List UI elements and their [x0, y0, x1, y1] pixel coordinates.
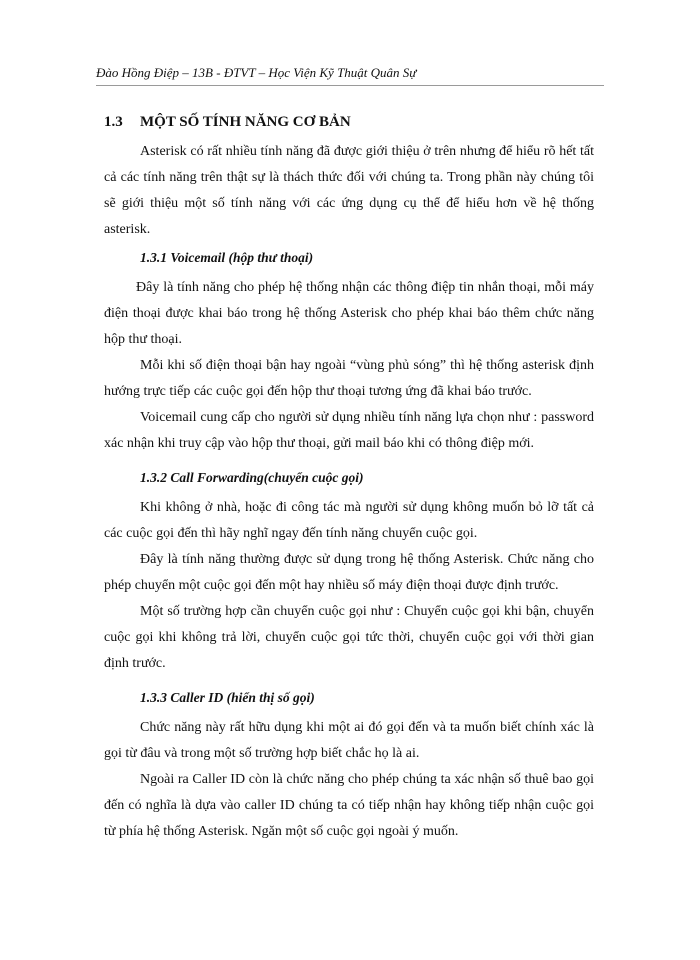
call-forwarding-paragraph-2: Đây là tính năng thường được sử dụng trong hệ thống Asterisk. Chức năng cho phép chuyển một cuộc gọi đến một hay nhiều số máy điện thoại được định trước. — [104, 552, 594, 593]
voicemail-paragraph-3: Voicemail cung cấp cho người sử dụng nhiều tính năng lựa chọn như : password xác nhận khi truy cập vào hộp thư thoại, gửi mail báo khi có thông điệp mới. — [104, 410, 594, 451]
voicemail-paragraph-1: Đây là tính năng cho phép hệ thống nhận các thông điệp tin nhắn thoại, mỗi máy điện thoại được khai báo trong hệ thống Asterisk cho phép khai báo thêm chức năng hộp thư thoại. — [104, 280, 594, 347]
caller-id-paragraph-1: Chức năng này rất hữu dụng khi một ai đó gọi đến và ta muốn biết chính xác là gọi từ đâu và trong một số trường hợp biết chắc họ là ai. — [104, 720, 594, 761]
section-intro-paragraph: Asterisk có rất nhiều tính năng đã được giới thiệu ở trên nhưng để hiểu rõ hết tất cả các tính năng trên thật sự là thách thức đối với chúng ta. Trong phần này chúng tôi sẽ giới thiệu một số tính năng với các ứng dụng cụ thể để hiểu hơn về hệ thống asterisk. — [104, 144, 594, 237]
section-number: 1.3 — [104, 114, 123, 130]
voicemail-paragraph-2: Mỗi khi số điện thoại bận hay ngoài “vùng phủ sóng” thì hệ thống asterisk định hướng trực tiếp các cuộc gọi đến hộp thư thoại tương ứng đã khai báo trước. — [104, 358, 594, 399]
subsection-heading-voicemail: 1.3.1 Voicemail (hộp thư thoại) — [140, 250, 314, 265]
call-forwarding-paragraph-3: Một số trường hợp cần chuyển cuộc gọi như : Chuyển cuộc gọi khi bận, chuyển cuộc gọi khi không trả lời, chuyển cuộc gọi tức thời, chuyển cuộc gọi với thời gian định trước. — [104, 604, 594, 671]
caller-id-paragraph-2: Ngoài ra Caller ID còn là chức năng cho phép chúng ta xác nhận số thuê bao gọi đến có nghĩa là dựa vào caller ID chúng ta có tiếp nhận hay không tiếp nhận cuộc gọi từ phía hệ thống Asterisk. Ngăn một số cuộc gọi ngoài ý muốn. — [104, 772, 594, 839]
subsection-heading-call-forwarding: 1.3.2 Call Forwarding(chuyển cuộc gọi) — [140, 470, 364, 485]
page-header: Đào Hồng Điệp – 13B - ĐTVT – Học Viện Kỹ Thuật Quân Sự — [96, 65, 417, 80]
section-title: MỘT SỐ TÍNH NĂNG CƠ BẢN — [140, 114, 351, 130]
header-divider — [96, 85, 604, 86]
section-heading — [104, 110, 594, 134]
document-body — [104, 110, 594, 845]
call-forwarding-paragraph-1: Khi không ở nhà, hoặc đi công tác mà người sử dụng không muốn bỏ lỡ tất cả các cuộc gọi đến thì hãy nghĩ ngay đến tính năng chuyển cuộc gọi. — [104, 500, 594, 541]
subsection-heading-caller-id: 1.3.3 Caller ID (hiển thị số gọi) — [140, 690, 315, 705]
